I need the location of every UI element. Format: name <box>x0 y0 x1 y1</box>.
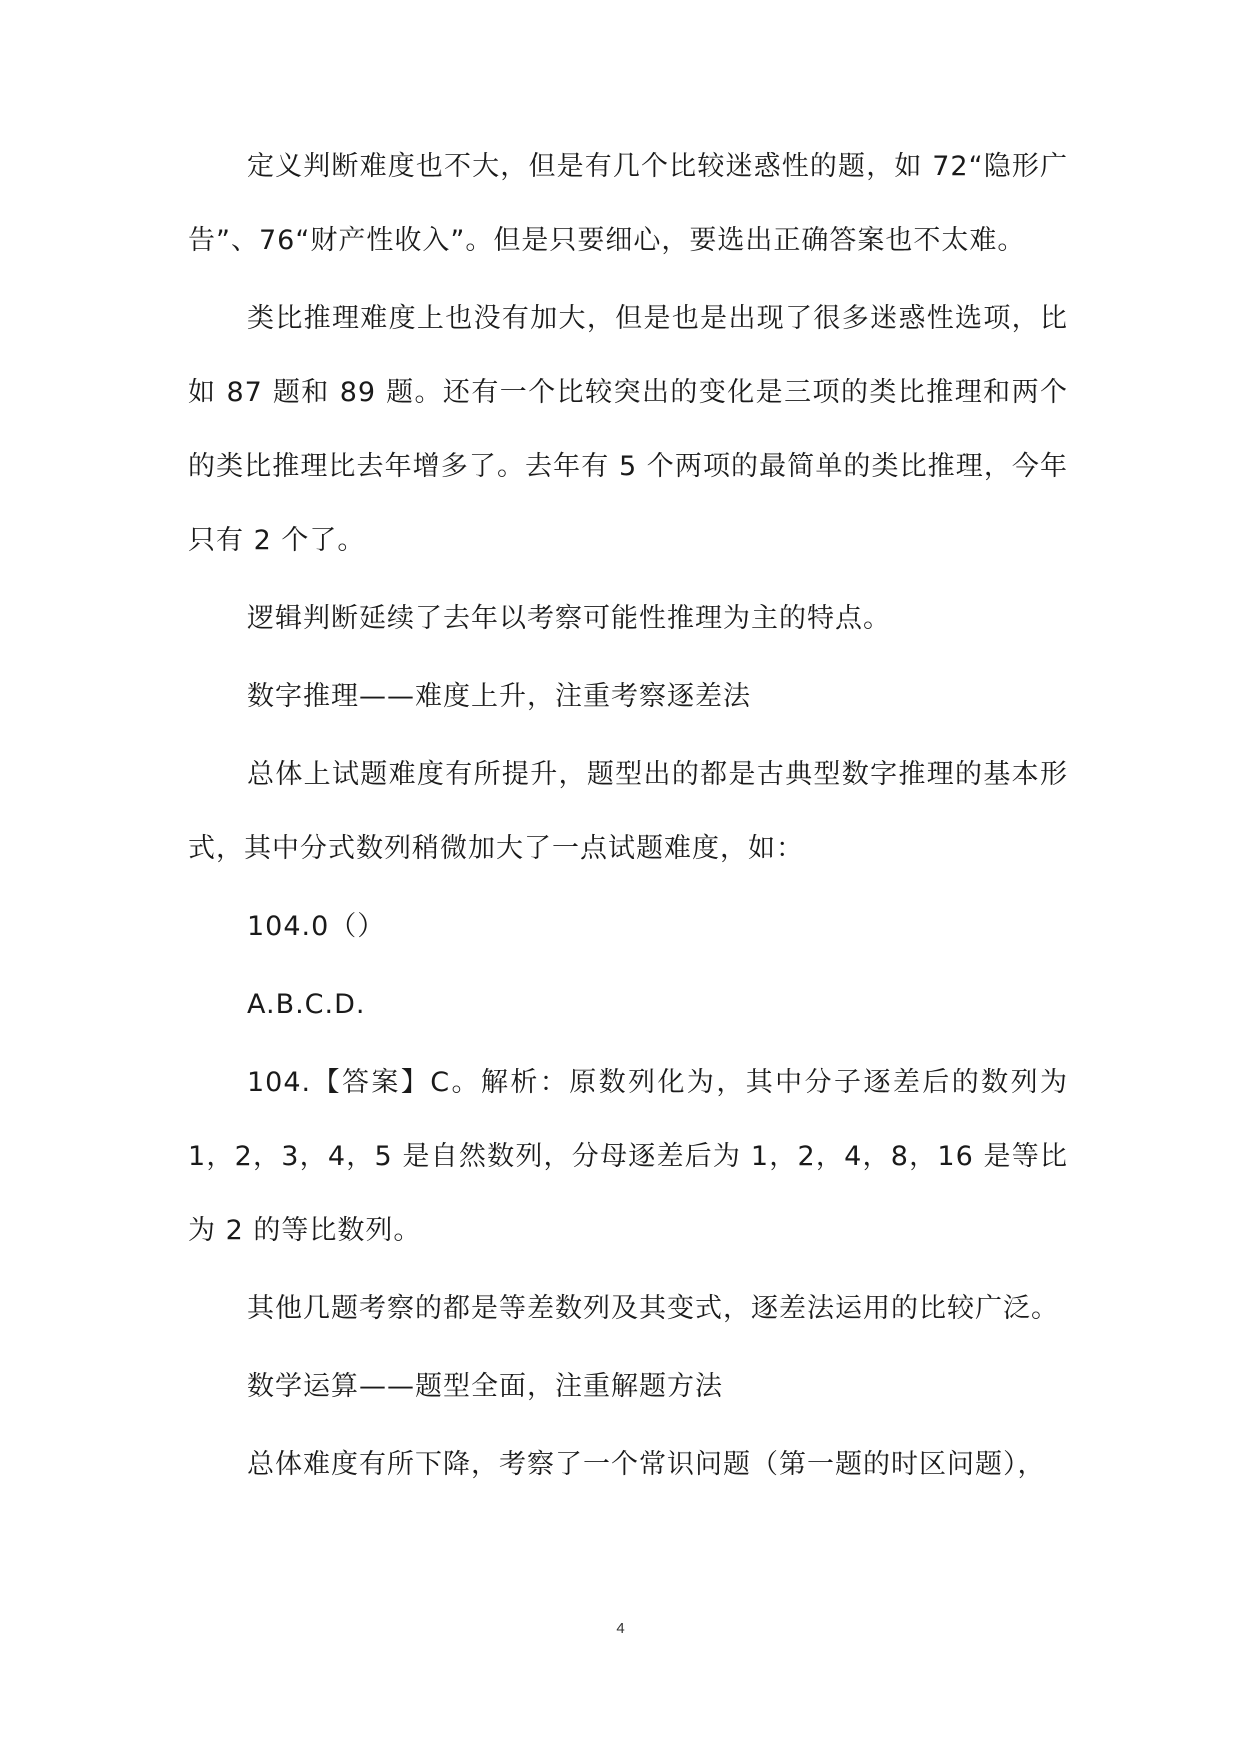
paragraph-other-questions: 其他几题考察的都是等差数列及其变式，逐差法运用的比较广泛。 <box>247 1293 1059 1324</box>
document-body <box>188 130 1068 1506</box>
paragraph-definition-judgment: 定义判断难度也不大，但是有几个比较迷惑性的题，如 72“隐形广告”、76“财产性收入”。但是只要细心，要选出正确答案也不太难。 <box>188 151 1068 256</box>
section-heading-math-operation: 数学运算——题型全面，注重解题方法 <box>247 1371 723 1402</box>
question-104: 104.0（） <box>247 911 386 942</box>
question-104-answer: 104.【答案】C。解析：原数列化为，其中分子逐差后的数列为 1，2，3，4，5 是自然数列，分母逐差后为 1，2，4，8，16 是等比为 2 的等比数列。 <box>188 1067 1068 1246</box>
question-104-options: A.B.C.D. <box>247 989 366 1020</box>
paragraph-math-operation-overview: 总体难度有所下降，考察了一个常识问题（第一题的时区问题）， <box>247 1449 1046 1480</box>
paragraph-logic-judgment: 逻辑判断延续了去年以考察可能性推理为主的特点。 <box>247 603 891 634</box>
paragraph-analogy-reasoning: 类比推理难度上也没有加大，但是也是出现了很多迷惑性选项，比如 87 题和 89 题。还有一个比较突出的变化是三项的类比推理和两个的类比推理比去年增多了。去年有 5 个两项的最简单的类比推理，今年只有 2 个了。 <box>188 303 1068 556</box>
paragraph-number-reasoning-overview: 总体上试题难度有所提升，题型出的都是古典型数字推理的基本形式，其中分式数列稍微加大了一点试题难度，如： <box>188 759 1068 864</box>
section-heading-number-reasoning: 数字推理——难度上升，注重考察逐差法 <box>247 681 751 712</box>
page-number: 4 <box>616 1620 625 1637</box>
